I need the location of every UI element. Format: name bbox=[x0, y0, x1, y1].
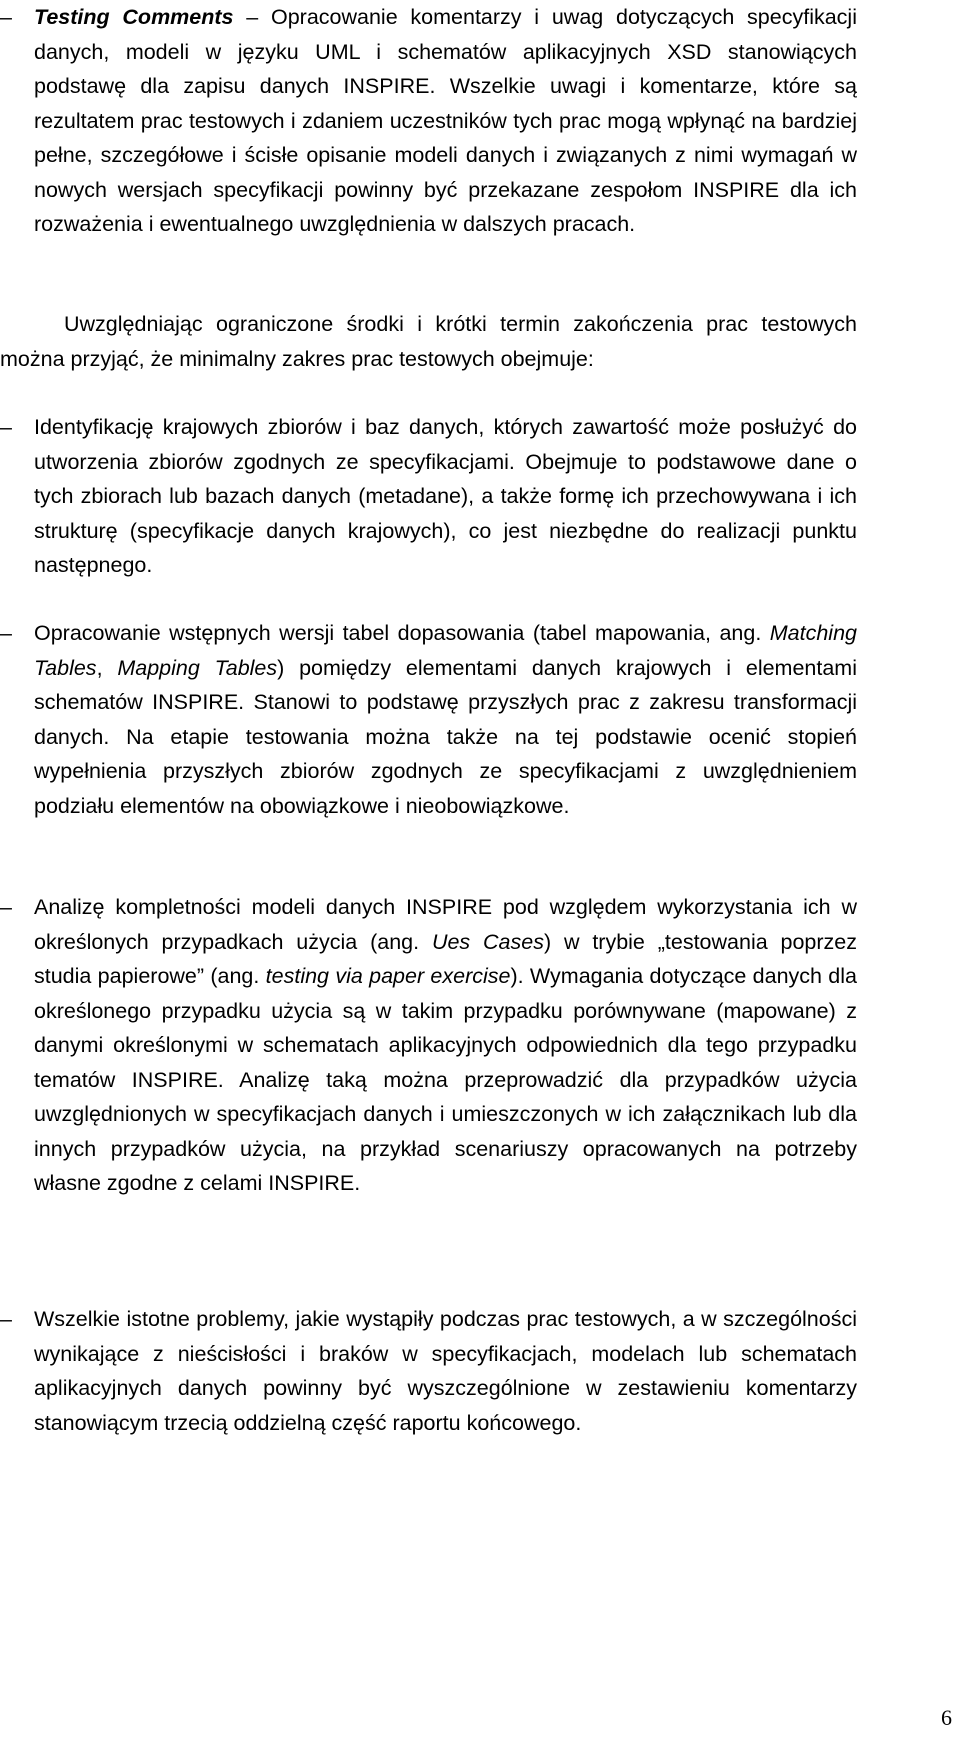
list-item-identification bbox=[0, 410, 857, 583]
list-item-text bbox=[34, 890, 857, 1201]
list-item-text: Wszelkie istotne problemy, jakie wystąpiły podczas prac testowych, a w szczególności wynikające z nieścisłości i braków w specyfikacjach, modelach lub schematach aplikacyjnych danych powinny być wyszczególnione w zestawieniu komentarzy stanowiącym trzecią oddzielną część raportu końcowego. bbox=[34, 1307, 857, 1435]
text-segment: , bbox=[96, 655, 118, 680]
text-segment: ). Wymagania dotyczące danych dla określonego przypadku użycia są w takim przypadku porównywane (mapowane) z danymi określonymi w schematach aplikacyjnych odpowiednich dla tego przypadku tematów INSPIRE. Analizę taką można przeprowadzić dla przypadków użycia uwzględnionych w specyfikacjach danych i umieszczonych w ich załącznikach lub dla innych przypadków użycia, na przykład scenariuszy opracowanych na potrzeby własne zgodne z celami INSPIRE. bbox=[34, 964, 857, 1195]
list-item-problems bbox=[0, 1302, 857, 1440]
bullet-dash: – bbox=[0, 415, 12, 439]
list-item-matching-tables bbox=[0, 616, 857, 823]
page-number: 6 bbox=[941, 1705, 952, 1730]
testing-comments-body bbox=[34, 0, 857, 242]
text-segment: Analizę kompletności modeli danych INSPIRE pod względem wykorzystania ich w określonych przypadkach użycia (ang. bbox=[34, 895, 857, 954]
text-segment: ) w trybie „testowania poprzez studia papierowe” (ang. bbox=[34, 929, 858, 988]
bullet-dash: – bbox=[0, 621, 12, 645]
text-segment: Opracowanie wstępnych wersji tabel dopasowania (tabel mapowania, ang. bbox=[34, 621, 770, 645]
testing-comments-text: – Opracowanie komentarzy i uwag dotyczących specyfikacji danych, modeli w języku UML i schematów aplikacyjnych XSD stanowiących podstawę dla zapisu danych INSPIRE. Wszelkie uwagi i komentarze, które są rezultatem prac testowych i zdaniem uczestników tych prac mogą wpłynąć na bardziej pełne, szczegółowe i ścisłe opisanie modeli danych i związanych z nimi wymagań w nowych wersjach specyfikacji powinny być przekazane zespołom INSPIRE dla ich rozważenia i ewentualnego uwzględnienia w dalszych pracach. bbox=[34, 5, 857, 236]
list-item-completeness-analysis bbox=[0, 890, 857, 1201]
bullet-dash: – bbox=[0, 5, 12, 29]
italic-term: Mapping Tables bbox=[117, 655, 278, 680]
text-segment: ) pomiędzy elementami danych krajowych i elementami schematów INSPIRE. Stanowi to podstawę przyszłych prac z zakresu transformacji danych. Na etapie testowania można także na tej podstawie ocenić stopień wypełnienia przyszłych zbiorów zgodnych ze specyfikacjami z uwzględnieniem podziału elementów na obowiązkowe i nieobowiązkowe. bbox=[34, 655, 857, 818]
bullet-dash: – bbox=[0, 1307, 12, 1331]
intro-paragraph: Uwzględniając ograniczone środki i krótki termin zakończenia prac testowych można przyjąć, że minimalny zakres prac testowych obejmuje: bbox=[0, 312, 857, 371]
italic-term: testing via paper exercise bbox=[265, 964, 511, 988]
italic-term: Ues Cases bbox=[431, 929, 544, 954]
testing-comments-term: Testing Comments bbox=[34, 5, 234, 29]
testing-comments-item bbox=[0, 0, 857, 242]
italic-term: Matching Tables bbox=[34, 621, 857, 680]
bullet-dash: – bbox=[0, 895, 12, 919]
list-item-text: Identyfikację krajowych zbiorów i baz danych, których zawartość może posłużyć do utworzenia zbiorów zgodnych ze specyfikacjami. Obejmuje to podstawowe dane o tych zbiorach lub bazach danych (metadane), a także formę ich przechowywana i ich strukturę (specyfikacje danych krajowych), co jest niezbędne do realizacji punktu następnego. bbox=[34, 415, 857, 577]
list-item-text bbox=[34, 616, 857, 823]
